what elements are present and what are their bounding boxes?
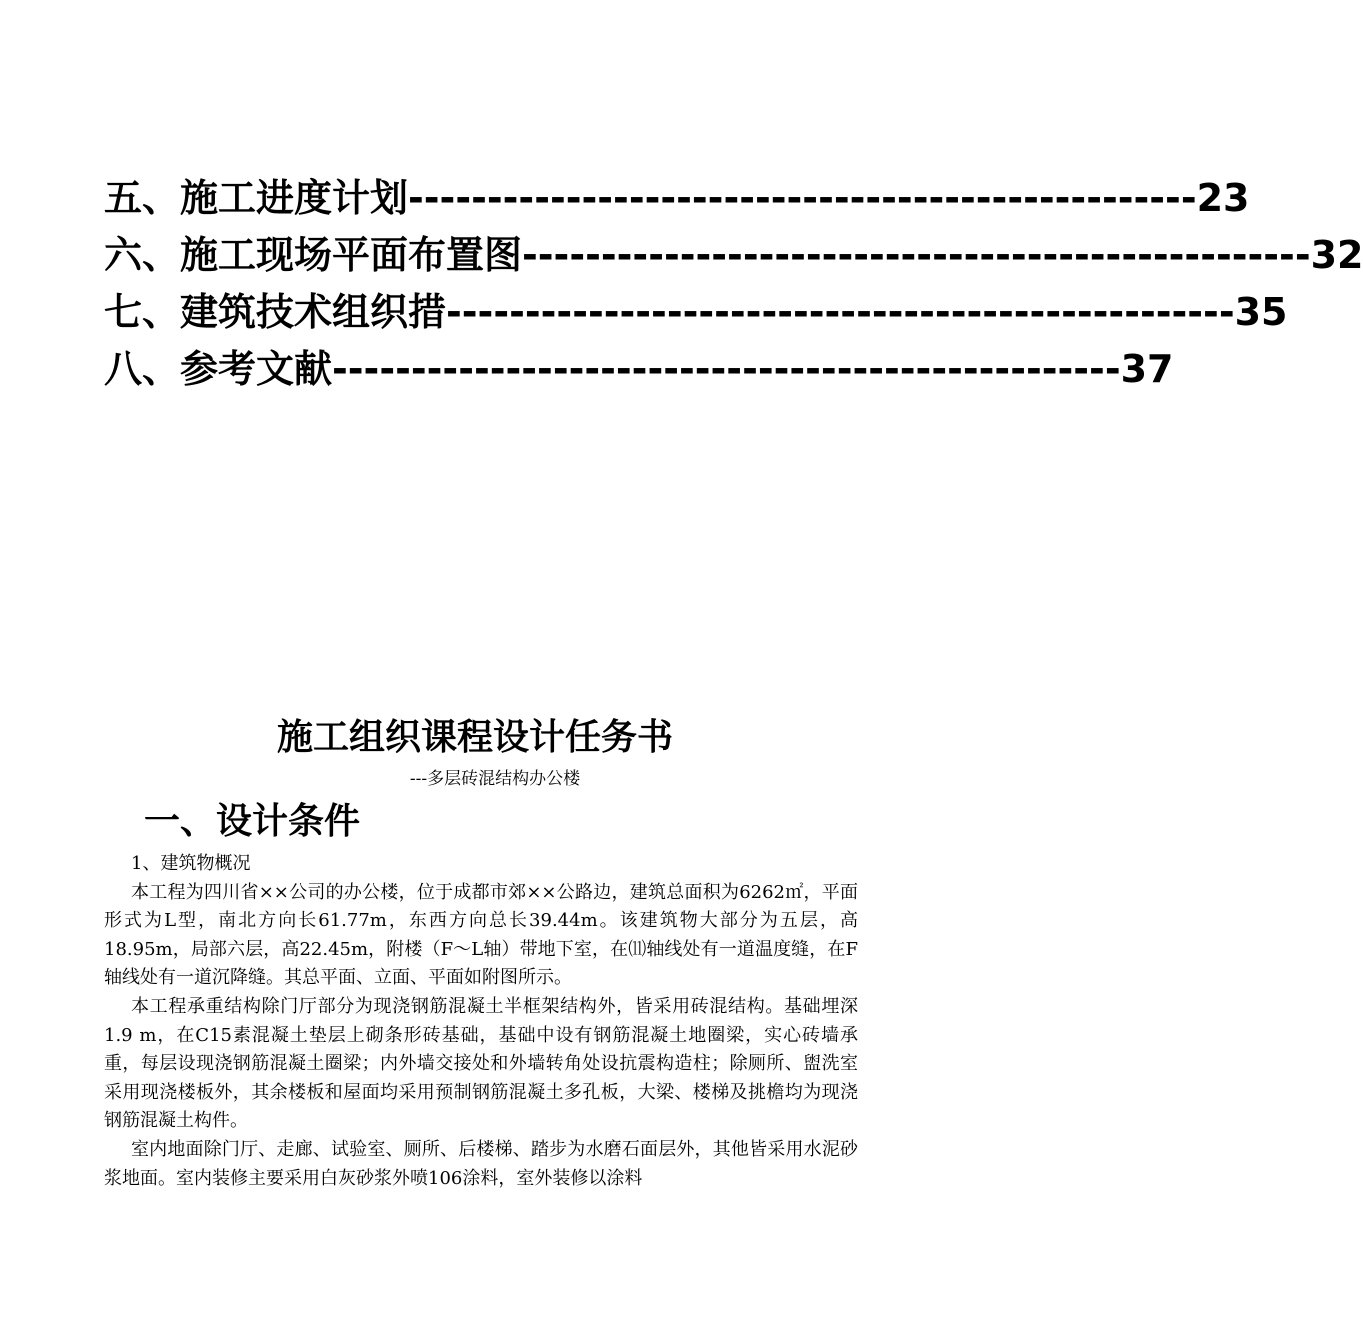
toc-entry[interactable] xyxy=(104,284,1288,341)
toc-entry-page: 32 xyxy=(1310,233,1363,277)
table-of-contents xyxy=(104,170,1363,398)
toc-entry[interactable] xyxy=(104,341,1174,398)
body-paragraph: 本工程为四川省××公司的办公楼，位于成都市郊××公路边，建筑总面积为6262㎡，平面形式为L型，南北方向长61.77m，东西方向总长39.44m。该建筑物大部分为五层，高18.95m，局部六层，高22.45m，附楼（F～L轴）带地下室，在⑾轴线处有一道温度缝，在F轴线处有一道沉降缝。其总平面、立面、平面如附图所示。 xyxy=(104,881,858,989)
section-heading: 一、设计条件 xyxy=(144,801,361,842)
document-subtitle: ---多层砖混结构办公楼 xyxy=(409,769,581,789)
body-paragraph: 室内地面除门厅、走廊、试验室、厕所、后楼梯、踏步为水磨石面层外，其他皆采用水泥砂浆地面。室内装修主要采用白灰砂浆外喷106涂料，室外装修以涂料 xyxy=(104,1138,858,1189)
toc-entry-leader: -------------------------------------------------- xyxy=(408,176,1197,220)
toc-entry-leader: -------------------------------------------------- xyxy=(522,233,1311,277)
toc-entry[interactable] xyxy=(104,227,1363,284)
body-paragraph: 本工程承重结构除门厅部分为现浇钢筋混凝土半框架结构外，皆采用砖混结构。基础埋深1.9 m，在C15素混凝土垫层上砌条形砖基础，基础中设有钢筋混凝土地圈梁，实心砖墙承重，每层设现浇钢筋混凝土圈梁；内外墙交接处和外墙转角处设抗震构造柱；除厕所、盥洗室采用现浇楼板外，其余楼板和屋面均采用预制钢筋混凝土多孔板，大梁、楼梯及挑檐均为现浇钢筋混凝土构件。 xyxy=(104,995,858,1132)
toc-entry-title: 八、参考文献 xyxy=(104,347,333,391)
toc-entry-title: 七、建筑技术组织措 xyxy=(104,290,447,334)
sub-heading: 1、建筑物概况 xyxy=(131,853,251,874)
toc-entry-leader: -------------------------------------------------- xyxy=(332,347,1121,391)
toc-entry-title: 五、施工进度计划 xyxy=(104,176,409,220)
toc-entry-page: 35 xyxy=(1234,290,1288,334)
document-title: 施工组织课程设计任务书 xyxy=(276,717,673,758)
toc-entry-page: 37 xyxy=(1120,347,1174,391)
toc-entry[interactable] xyxy=(104,170,1250,227)
document-body xyxy=(104,850,858,1193)
toc-entry-title: 六、施工现场平面布置图 xyxy=(104,233,523,277)
toc-entry-page: 23 xyxy=(1196,176,1250,220)
toc-entry-leader: -------------------------------------------------- xyxy=(446,290,1235,334)
